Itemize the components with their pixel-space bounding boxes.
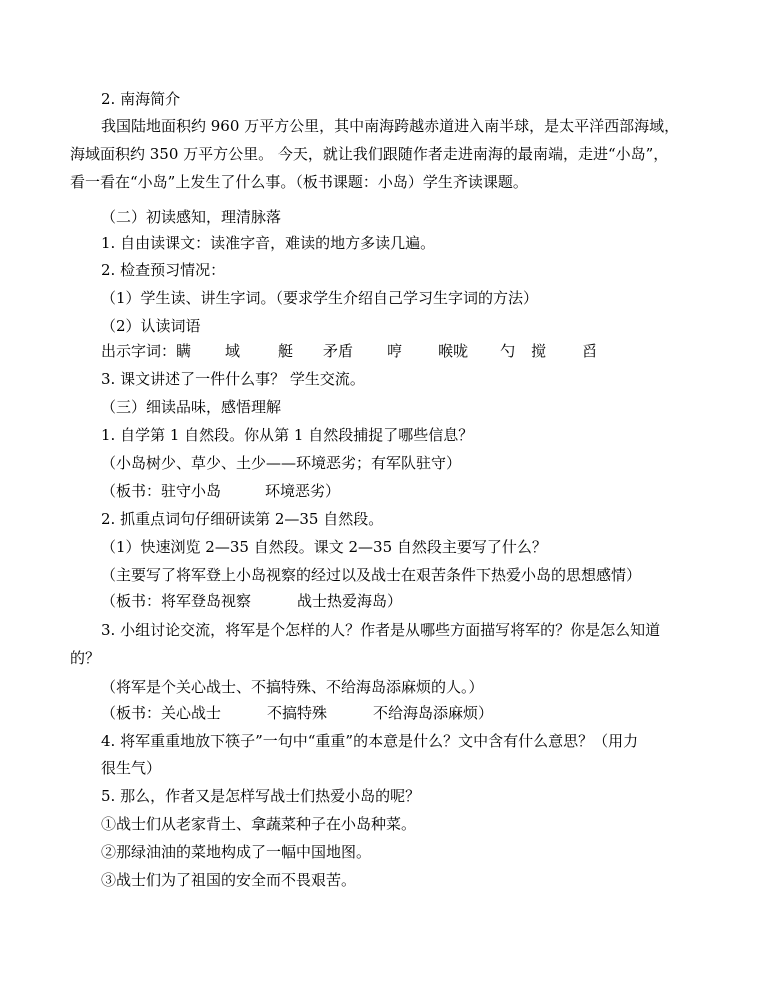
board-note: （板书：将军登岛视察 战士热爱海岛） <box>101 592 403 610</box>
list-item: （2）认读词语 <box>101 317 201 335</box>
paragraph-line: 看一看在“小岛”上发生了什么事。（板书课题：小岛）学生齐读课题。 <box>70 173 528 191</box>
board-note: （板书：关心战士 不搞特殊 不给海岛添麻烦） <box>101 704 494 722</box>
list-item: 4. 将军重重地放下筷子”一句中“重重”的本意是什么？文中含有什么意思？（用力 <box>101 732 639 750</box>
section-heading-south-sea: 2. 南海简介 <box>101 90 181 108</box>
list-item: 3. 小组讨论交流，将军是个怎样的人？作者是从哪些方面描写将军的？你是怎么知道 <box>101 621 661 639</box>
list-item: 1. 自由读课文：读准字音，难读的地方多读几遍。 <box>101 234 436 252</box>
list-item: 2. 检查预习情况： <box>101 261 226 279</box>
answer-line: （小岛树少、草少、土少——环境恶劣；有军队驻守） <box>101 454 462 472</box>
list-item-continued: 的？ <box>70 649 101 667</box>
vocab-word: 搅 <box>531 342 547 360</box>
vocab-line <box>101 341 597 361</box>
board-note-item: 不搞特殊 <box>267 704 328 722</box>
section-heading-close-reading: （三）细读品味，感悟理解 <box>101 398 282 416</box>
list-item: 1. 自学第 1 自然段。你从第 1 自然段捕捉了哪些信息？ <box>101 426 474 444</box>
vocab-word: 喉咙 <box>438 342 469 360</box>
list-item: 2. 抓重点词句仔细研读第 2—35 自然段。 <box>101 510 384 528</box>
vocab-word: 勺 <box>500 342 516 360</box>
answer-line: （将军是个关心战士、不搞特殊、不给海岛添麻烦的人。） <box>101 678 484 696</box>
vocab-word: 艇 <box>278 342 294 360</box>
list-item: 3. 课文讲述了一件什么事？ 学生交流。 <box>101 370 365 388</box>
list-item: ③战士们为了祖国的安全而不畏艰苦。 <box>101 871 357 889</box>
board-note-item: 环境恶劣） <box>265 482 341 500</box>
list-item: （1）快速浏览 2—35 自然段。课文 2—35 自然段主要写了什么？ <box>101 538 547 556</box>
vocab-label: 出示字词：瞒 <box>101 342 192 360</box>
vocab-word: 舀 <box>582 342 598 360</box>
vocab-word: 域 <box>225 342 241 360</box>
vocab-word: 哼 <box>387 342 403 360</box>
board-note-item: 不给海岛添麻烦） <box>373 704 494 722</box>
list-item: （1）学生读、讲生字词。（要求学生介绍自己学习生字词的方法） <box>101 289 539 307</box>
list-item-continued: 很生气） <box>101 759 162 777</box>
board-note: （板书：驻守小岛 环境恶劣） <box>101 482 341 500</box>
board-note-item: 战士热爱海岛） <box>297 592 403 610</box>
section-heading-first-reading: （二）初读感知，理清脉落 <box>101 208 282 226</box>
list-item: ②那绿油油的菜地构成了一幅中国地图。 <box>101 843 372 861</box>
answer-line: （主要写了将军登上小岛视察的经过以及战士在艰苦条件下热爱小岛的思想感情） <box>101 566 642 584</box>
paragraph-line: 海域面积约 350 万平方公里。 今天，就让我们跟随作者走进南海的最南端，走进“小岛”， <box>70 145 669 163</box>
list-item: 5. 那么，作者又是怎样写战士们热爱小岛的呢？ <box>101 787 421 805</box>
paragraph-line: 我国陆地面积约 960 万平方公里，其中南海跨越赤道进入南半球，是太平洋西部海域， <box>101 117 680 135</box>
list-item: ①战士们从老家背土、拿蔬菜种子在小岛种菜。 <box>101 815 417 833</box>
vocab-word: 矛盾 <box>323 342 354 360</box>
